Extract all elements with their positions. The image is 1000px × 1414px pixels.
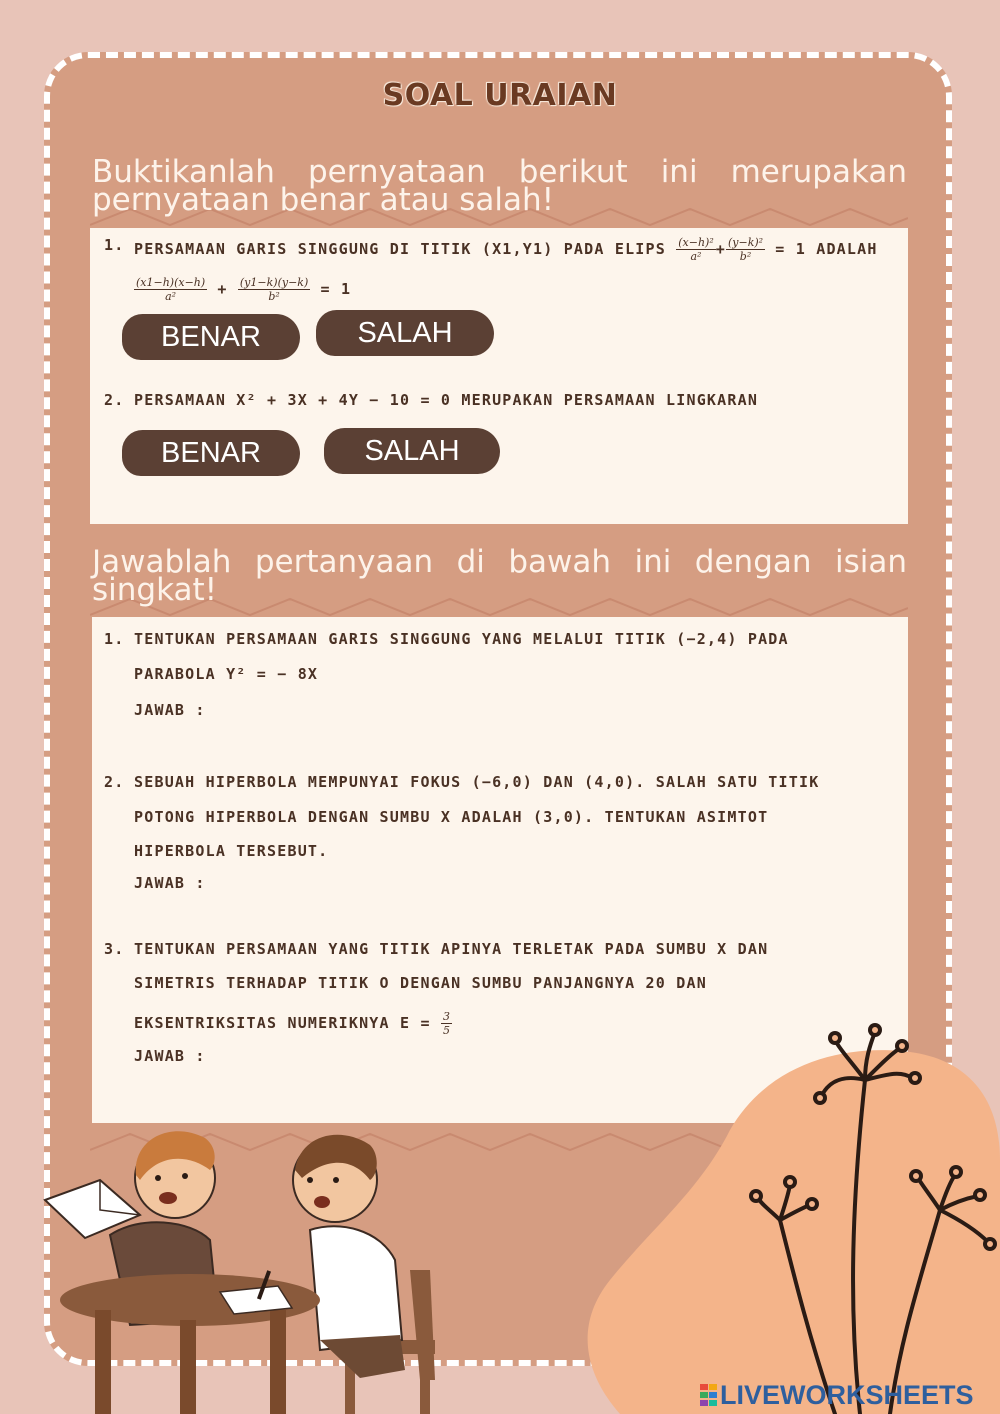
question-text-tail: = 1 ADALAH xyxy=(775,240,878,258)
question-line: HIPERBOLA TERSEBUT. xyxy=(134,842,329,860)
tf-question-2 xyxy=(104,391,894,415)
liveworksheets-logo xyxy=(700,1380,974,1411)
question-line: SIMETRIS TERHADAP TITIK O DENGAN SUMBU PANJANGNYA 20 DAN xyxy=(134,974,707,992)
q2-false-button[interactable]: SALAH xyxy=(326,430,498,472)
flower-branch-illustration xyxy=(740,1020,1000,1414)
question-line: EKSENTRIKSITAS NUMERIKNYA E = xyxy=(134,1014,431,1032)
page-title: SOAL URAIAN xyxy=(382,78,618,113)
question-number: 1. xyxy=(104,630,125,648)
question-line: TENTUKAN PERSAMAAN GARIS SINGGUNG YANG MELALUI TITIK (−2,4) PADA xyxy=(134,630,789,648)
q2-true-button[interactable]: BENAR xyxy=(124,432,298,474)
kids-studying-illustration xyxy=(40,1120,460,1414)
fraction: $\frac{(y1-k)(y-k)}{\text{b²}}$ xyxy=(239,276,309,303)
tf-question-1: 1. PERSAMAAN GARIS SINGGUNG DI TITIK (X1,Y1) PADA ELIPS $\frac{\text{(x−h)²}}{\text{a²}}$ + $\frac{\text{(y−k)²}}{\text{b²}}$ = 1 ADALAH $\frac{(x1-h)(x-h)}{\text{a²}}$ + $\frac{(y1-k)(y-k)}{\text{b²}}$ = 1 xyxy=(104,236,878,303)
fraction: $\frac{3}{5}$ xyxy=(442,1010,450,1037)
q1-false-button[interactable]: SALAH xyxy=(318,312,492,354)
answer-label: JAWAB : xyxy=(134,1047,206,1065)
question-number: 2. xyxy=(104,391,125,409)
question-line: SEBUAH HIPERBOLA MEMPUNYAI FOKUS (−6,0) DAN (4,0). SALAH SATU TITIK xyxy=(134,773,820,791)
question-line: PARABOLA Y² = − 8X xyxy=(134,665,319,683)
question-number: 1. xyxy=(104,236,125,254)
fraction: $\frac{\text{(y−k)²}}{\text{b²}}$ xyxy=(727,236,764,263)
question-text: PERSAMAAN X² + 3X + 4Y − 10 = 0 MERUPAKAN PERSAMAAN LINGKARAN xyxy=(134,391,759,409)
fraction: $\frac{\text{(x−h)²}}{\text{a²}}$ xyxy=(678,236,714,263)
question-number: 3. xyxy=(104,940,125,958)
question-text-tail: = 1 xyxy=(320,280,352,298)
sa-answer-1-field[interactable] xyxy=(210,698,850,726)
answer-label: JAWAB : xyxy=(134,874,206,892)
question-text: PERSAMAAN GARIS SINGGUNG DI TITIK (X1,Y1) PADA ELIPS xyxy=(134,240,666,258)
question-line: POTONG HIPERBOLA DENGAN SUMBU X ADALAH (3,0). TENTUKAN ASIMTOT xyxy=(134,808,769,826)
question-number: 2. xyxy=(104,773,125,791)
sa-answer-2-field[interactable] xyxy=(210,870,850,898)
liveworksheets-icon xyxy=(700,1384,718,1406)
answer-label: JAWAB : xyxy=(134,701,206,719)
section2-heading: Jawablah pertanyaan di bawah ini dengan isian singkat! xyxy=(92,544,907,608)
question-line: TENTUKAN PERSAMAAN YANG TITIK APINYA TERLETAK PADA SUMBU X DAN xyxy=(134,940,769,958)
q1-true-button[interactable]: BENAR xyxy=(124,316,298,358)
logo-text: LIVEWORKSHEETS xyxy=(720,1380,974,1410)
section1-heading: Buktikanlah pernyataan berikut ini merupakan pernyataan benar atau salah! xyxy=(92,154,907,218)
fraction: $\frac{(x1-h)(x-h)}{\text{a²}}$ xyxy=(136,276,206,303)
